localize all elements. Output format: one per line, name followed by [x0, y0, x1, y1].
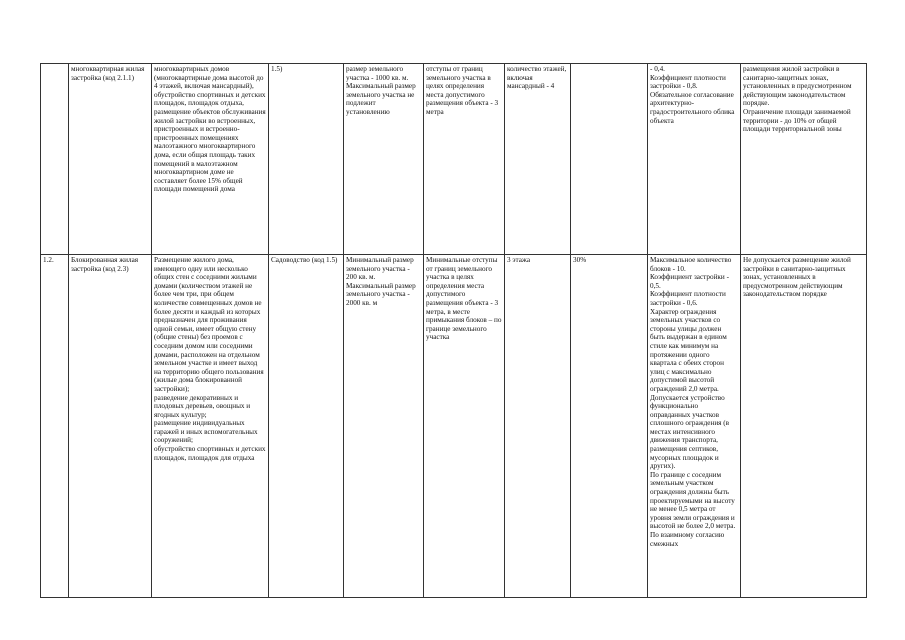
- use-description-cell: многоквартирных домов (многоквартирные дома высотой до 4 этажей, включая мансардный), обустройство спортивных и детских площадок, площадок отдыха, размещение объектов обслуживания жилой застройки во встроенных, пристроенных и встроенно-пристроенных помещениях малоэтажного многоквартирного дома, если общая площадь таких помещений в малоэтажном многоквартирном доме не составляет более 15% общей площади помещений дома: [152, 64, 269, 255]
- other-parameters-cell: - 0,4. Коэффициент плотности застройки - 0,8. Обязательное согласование архитектурно-градостроительного облика объекта: [648, 64, 741, 255]
- use-name-cell: многоквартирная жилая застройка (код 2.1.1): [69, 64, 152, 255]
- plot-size-cell: Минимальный размер земельного участка - 200 кв. м. Максимальный размер земельного участка - 2000 кв. м: [344, 255, 424, 598]
- floors-cell: 3 этажа: [505, 255, 571, 598]
- restrictions-cell: Не допускается размещение жилой застройки в санитарно-защитных зонах, установленных в предусмотренном действующим законодательством порядке: [741, 255, 867, 598]
- use-description-cell: Размещение жилого дома, имеющего одну или несколько общих стен с соседними жилыми домами (количеством этажей не более чем три, при общем количестве совмещенных домов не более десяти и каждый из которых предназначен для проживания одной семьи, имеет общую стену (общие стены) без проемов с соседним домом или соседними домами, расположен на отдельном земельном участке и имеет выход на территорию общего пользования (жилые дома блокированной застройки); разведение декоративных и плодовых деревьев, овощных и ягодных культур; размещение индивидуальных гаражей и иных вспомогательных сооружений; обустройство спортивных и детских площадок, площадок для отдыха: [152, 255, 269, 598]
- coverage-cell: 30%: [571, 255, 648, 598]
- setback-cell: Минимальные отступы от границ земельного участка в целях определения места допустимого размещения объекта - 3 метра, в месте примыкания блоков – по границе земельного участка: [424, 255, 505, 598]
- zoning-regulations-table: [40, 63, 867, 598]
- table-row: [41, 255, 867, 598]
- other-parameters-cell: Максимальное количество блоков - 10. Коэффициент застройки - 0,5. Коэффициент плотности застройки - 0,6. Характер ограждения земельных участков со стороны улицы должен быть выдержан в едином стиле как минимум на протяжении одного квартала с обеих сторон улиц с максимально допустимой высотой ограждений 2,0 метра. Допускается устройство функционально оправданных участков сплошного ограждения (в местах интенсивного движения транспорта, размещения септиков, мусорных площадок и других). По границе с соседним земельным участком ограждения должны быть проектируемыми на высоту не менее 0,5 метра от уровня земли ограждения и высотой не более 2,0 метра. По взаимному согласию смежных: [648, 255, 741, 598]
- plot-size-cell: размер земельного участка - 1000 кв. м. Максимальный размер земельного участка не подлежит установлению: [344, 64, 424, 255]
- row-number-cell: [41, 64, 69, 255]
- table-row: [41, 64, 867, 255]
- coverage-cell: [571, 64, 648, 255]
- floors-cell: количество этажей, включая мансардный - 4: [505, 64, 571, 255]
- setback-cell: отступы от границ земельного участка в целях определения места допустимого размещения объекта - 3 метра: [424, 64, 505, 255]
- restrictions-cell: размещения жилой застройки в санитарно-защитных зонах, установленных в предусмотренном действующим законодательством порядке. Ограничение площади занимаемой территории - до 10% от общей площади территориальной зоны: [741, 64, 867, 255]
- auxiliary-use-cell: Садоводство (код 1.5): [269, 255, 344, 598]
- auxiliary-use-cell: 1.5): [269, 64, 344, 255]
- row-number-cell: 1.2.: [41, 255, 69, 598]
- use-name-cell: Блокированная жилая застройка (код 2.3): [69, 255, 152, 598]
